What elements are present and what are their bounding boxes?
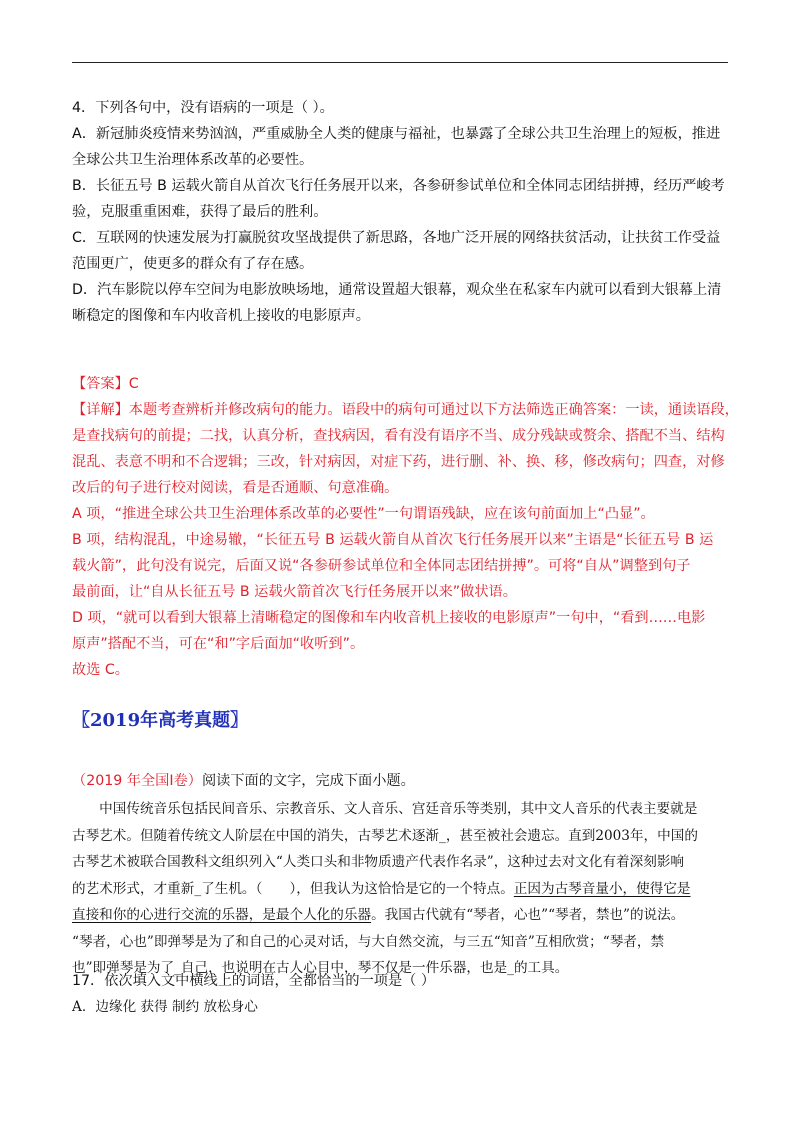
option-b-line-2: 验，克服重重困难，获得了最后的胜利。 [72, 204, 328, 220]
question-stem: 4．下列各句中，没有语病的一项是（ ）。 [72, 100, 334, 116]
option-d-line-2: 晰稳定的图像和车内收音机上接收的电影原声。 [72, 308, 370, 324]
passage-line: “琴者，心也”即弹琴是为了和自己的心灵对话，与大自然交流，与三五“知音”互相欣赏；“琴者，禁 [72, 933, 665, 950]
passage-line: 中国传统音乐包括民间音乐、宗教音乐、文人音乐、宫廷音乐等类别，其中文人音乐的代表主要就是 [72, 801, 698, 817]
explanation-line: 【详解】本题考查辨析并修改病句的能力。语段中的病句可通过以下方法筛选正确答案：一读，通读语段， [72, 402, 739, 418]
explanation-line: 混乱、表意不明和不合逻辑；三改，针对病因，对症下药，进行删、补、换、移，修改病句；四查，对修 [72, 454, 725, 470]
passage-line: 直接和你的心进行交流的乐器，是最个人化的乐器。我国古代就有“琴者，心也”“琴者，禁也”的说法。 [72, 907, 685, 923]
option-a-line-2: 全球公共卫生治理体系改革的必要性。 [72, 152, 314, 168]
question-stem: 17．依次填入文中横线上的词语，全都恰当的一项是（ ） [72, 973, 436, 989]
answer-block [72, 371, 739, 683]
question-17 [72, 968, 728, 1021]
section-heading: 〖2019年高考真题〗 [72, 710, 249, 731]
option-b-line-1: B．长征五号 B 运载火箭自从首次飞行任务展开以来，各参研参试单位和全体同志团结拼搏，经历严峻考 [72, 178, 725, 194]
reading-instruction: 阅读下面的文字，完成下面小题。 [201, 773, 415, 789]
source-label: （2019 年全国Ⅰ卷） [72, 773, 202, 789]
passage-line: 古琴艺术被联合国教科文组织列入“人类口头和非物质遗产代表作名录”，这种过去对文化有着深刻影响 [72, 854, 685, 870]
underlined-sentence: 直接和你的心进行交流的乐器，是最个人化的乐器 [72, 907, 372, 923]
answer-label: 【答案】C [72, 376, 139, 392]
passage-line: 也”即弹琴是为了_自己，也说明在古人心目中，琴不仅是一件乐器，也是_的工具。 [72, 960, 569, 976]
option-c-line-1: C．互联网的快速发展为打赢脱贫攻坚战提供了新思路，各地广泛开展的网络扶贫活动，让扶贫工作受益 [72, 230, 721, 246]
passage-line: 的艺术形式，才重新_了生机。（ ），但我认为这恰恰是它的一个特点。正因为古琴音量小，使得它是 [72, 880, 691, 897]
explanation-line: D 项，“就可以看到大银幕上清晰稳定的图像和车内收音机上接收的电影原声”一句中，“看到……电影 [72, 610, 706, 626]
header-rule [72, 62, 728, 63]
explanation-line: 是查找病句的前提；二找，认真分析，查找病因，看有没有语序不当、成分残缺或赘余、搭配不当、结构 [72, 428, 725, 444]
question-4 [72, 95, 728, 329]
explanation-line: 最前面，让“自从长征五号 B 运载火箭首次飞行任务展开以来”做状语。 [72, 584, 517, 600]
underlined-sentence: 正因为古琴音量小，使得它是 [513, 880, 691, 897]
explanation-line: A 项，“推进全球公共卫生治理体系改革的必要性”一句谓语残缺，应在该句前面加上“凸显”。 [72, 506, 655, 522]
passage-line: 古琴艺术。但随着传统文人阶层在中国的消失，古琴艺术逐渐_，甚至被社会遗忘。直到2003年，中国的 [72, 827, 698, 844]
explanation-line: 载火箭”，此句没有说完，后面又说“各参研参试单位和全体同志团结拼搏”。可将“自从”调整到句子 [72, 558, 691, 574]
option-a: A．边缘化 获得 制约 放松身心 [72, 999, 258, 1015]
option-a-line-1: A．新冠肺炎疫情来势汹汹，严重威胁全人类的健康与福祉，也暴露了全球公共卫生治理上的短板，推进 [72, 126, 721, 142]
option-c-line-2: 范围更广，使更多的群众有了存在感。 [72, 256, 314, 272]
reading-intro [72, 768, 728, 794]
explanation-line: B 项，结构混乱，中途易辙，“长征五号 B 运载火箭自从首次飞行任务展开以来”主语是“长征五号 B 运 [72, 532, 714, 548]
option-d-line-1: D．汽车影院以停车空间为电影放映场地，通常设置超大银幕，观众坐在私家车内就可以看到大银幕上清 [72, 282, 722, 298]
reading-passage [72, 796, 728, 982]
answer-conclusion: 故选 C。 [72, 662, 129, 678]
explanation-line: 改后的句子进行校对阅读，看是否通顺、句意准确。 [72, 480, 399, 496]
explanation-line: 原声”搭配不当，可在“和”字后面加“收听到”。 [72, 636, 365, 652]
